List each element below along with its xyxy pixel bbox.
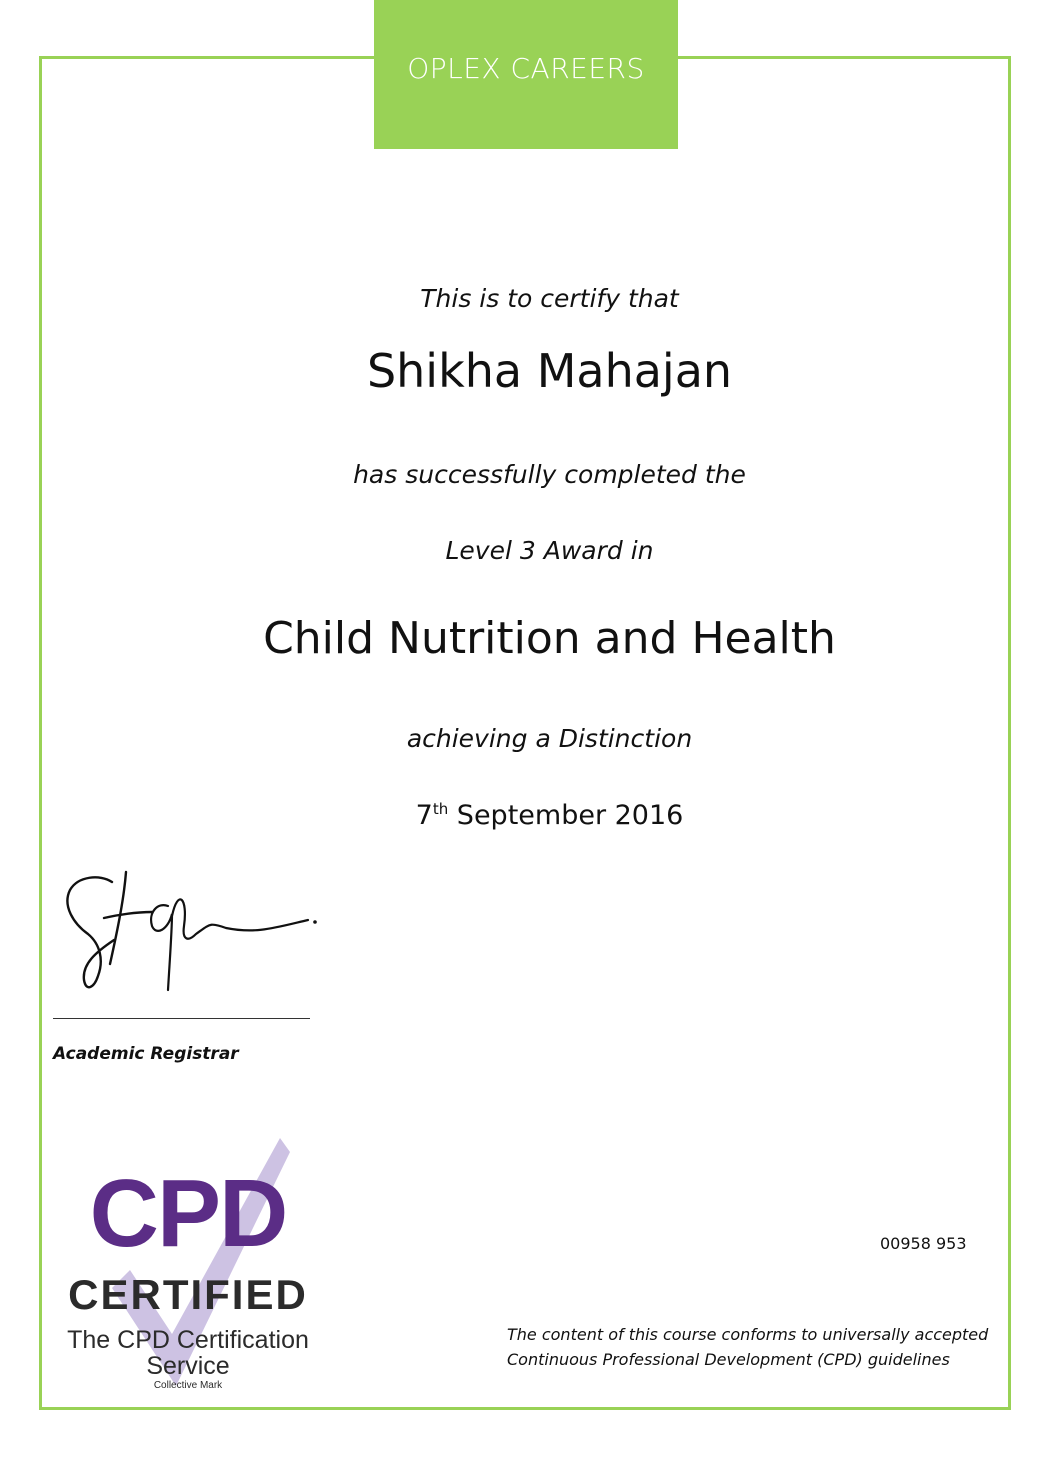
completed-statement: has successfully completed the (353, 460, 746, 489)
award-level: Level 3 Award in (445, 536, 654, 565)
signatory-title: Academic Registrar (53, 1044, 239, 1064)
cpd-logo-mark: Collective Mark (153, 1380, 223, 1391)
brand-banner (374, 0, 678, 149)
disclaimer-line1: The content of this course conforms to universally accepted (507, 1325, 989, 1344)
date-rest: September 2016 (448, 800, 684, 831)
course-title: Child Nutrition and Health (263, 613, 836, 664)
disclaimer-line2: Continuous Professional Development (CPD) guidelines (507, 1350, 950, 1369)
cpd-logo-big: CPD (89, 1160, 287, 1267)
cpd-certified-logo (52, 1138, 324, 1396)
cpd-logo-certified: CERTIFIED (68, 1271, 308, 1318)
signature-line (53, 1018, 310, 1019)
date-suffix: th (432, 800, 449, 818)
cpd-disclaimer (507, 1322, 988, 1372)
signature-image (60, 868, 330, 998)
cpd-logo-service-line2: Service (146, 1352, 230, 1380)
certificate-number: 00958 953 (880, 1234, 967, 1253)
certify-intro: This is to certify that (420, 284, 679, 313)
completion-date (20, 800, 1059, 831)
date-day: 7 (415, 800, 433, 831)
recipient-name: Shikha Mahajan (366, 344, 733, 398)
cpd-logo-service-line1: The CPD Certification (67, 1326, 309, 1354)
brand-name: OPLEX CAREERS (407, 52, 645, 85)
grade-statement: achieving a Distinction (406, 724, 693, 753)
